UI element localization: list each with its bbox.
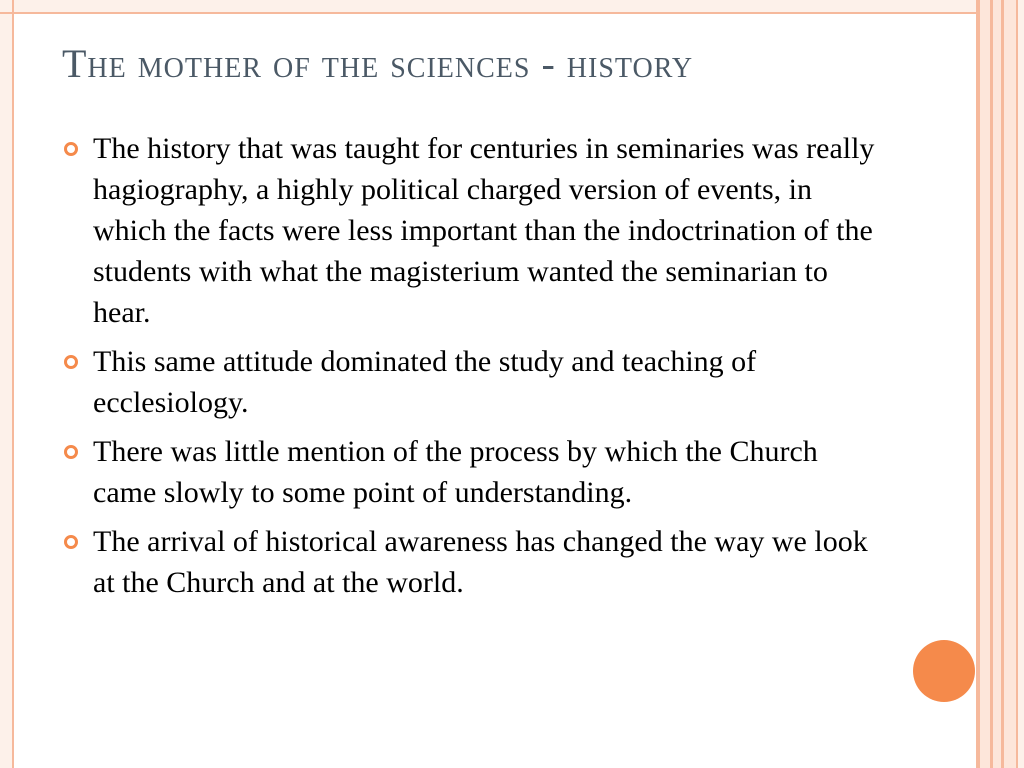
bullet-text: There was little mention of the process by which the Church came slowly to some point of understanding. <box>93 435 818 509</box>
ring-bullet-icon <box>64 142 78 156</box>
right-stripe <box>1018 0 1024 768</box>
bullet-item <box>62 128 882 333</box>
ring-bullet-icon <box>64 445 78 459</box>
bullet-text: The history that was taught for centuries in seminaries was really hagiography, a highly political charged version of events, in which the facts were less important than the indoctrination of the students with what the magisterium wanted the seminarian to hear. <box>93 132 875 329</box>
right-stripe <box>1004 0 1016 768</box>
orange-circle-icon <box>913 640 975 702</box>
slide-title: The mother of the sciences - history <box>62 41 694 86</box>
bullet-text: The arrival of historical awareness has changed the way we look at the Church and at the world. <box>93 525 868 599</box>
right-stripe <box>980 0 990 768</box>
bullet-text: This same attitude dominated the study and teaching of ecclesiology. <box>93 345 757 419</box>
bullet-item <box>62 341 882 423</box>
bullet-item <box>62 521 882 603</box>
bullet-list <box>62 128 882 611</box>
ring-bullet-icon <box>64 355 78 369</box>
ring-bullet-icon <box>64 535 78 549</box>
right-stripe <box>993 0 1001 768</box>
bullet-item <box>62 431 882 513</box>
